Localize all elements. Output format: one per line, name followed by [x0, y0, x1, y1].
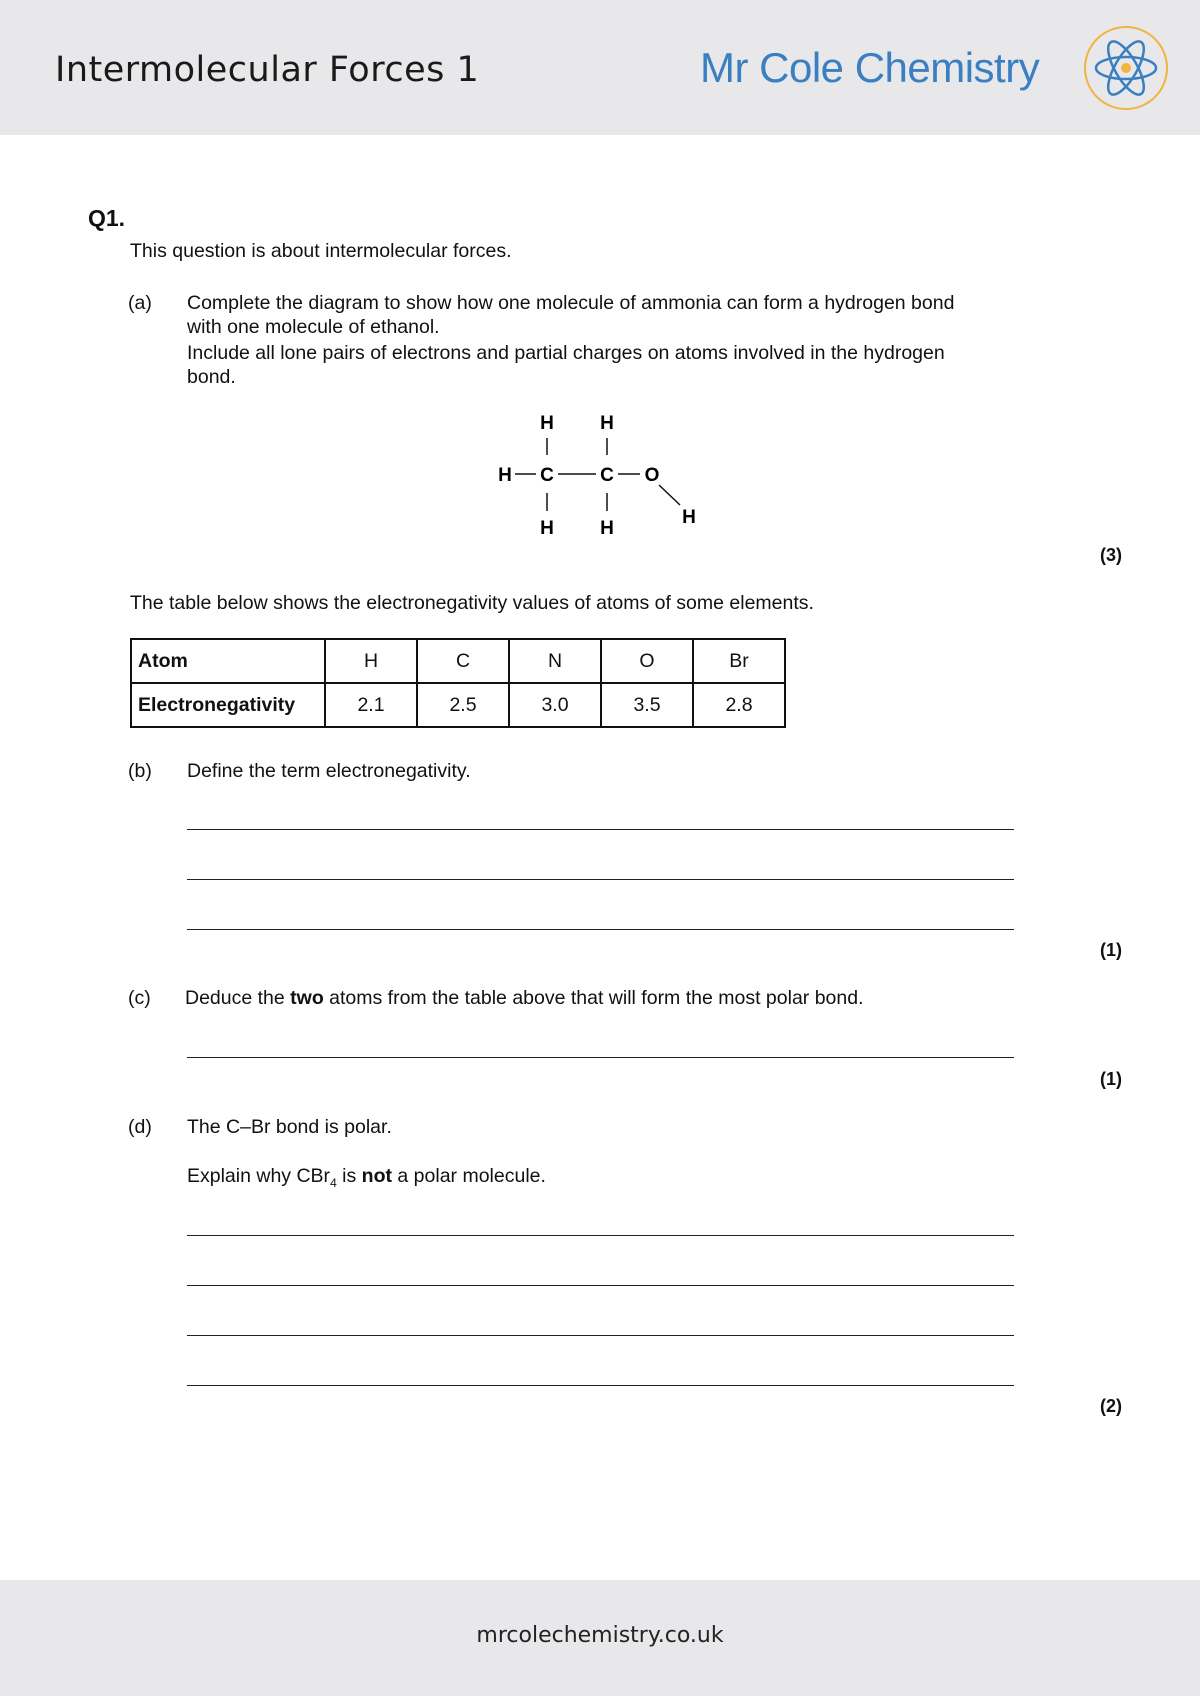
atom-h-top-left: H — [540, 413, 554, 434]
part-a-text-line3: Include all lone pairs of electrons and partial charges on atoms involved in the hydrogen — [187, 342, 945, 364]
atom-icon — [1083, 25, 1169, 111]
part-b-marks: (1) — [1100, 940, 1122, 960]
table-row — [131, 639, 785, 683]
atom-c-first: C — [540, 465, 554, 486]
footer-url: mrcolechemistry.co.uk — [476, 1623, 724, 1648]
part-d-statement: The C–Br bond is polar. — [187, 1116, 392, 1138]
answer-line-d4[interactable] — [187, 1385, 1014, 1386]
document-title: Intermolecular Forces 1 — [55, 50, 480, 90]
part-a-text-line2: with one molecule of ethanol. — [187, 316, 440, 338]
answer-line-d2[interactable] — [187, 1285, 1014, 1286]
atom-h-bottom-left: H — [540, 518, 554, 539]
part-d-text: Explain why CBr$_4$ is not a polar molecule. — [187, 1165, 546, 1190]
table-intro: The table below shows the electronegativity values of atoms of some elements. — [130, 592, 814, 614]
table-header-atom: Atom — [131, 639, 325, 683]
atom-h-bottom-right: H — [600, 518, 614, 539]
question-intro: This question is about intermolecular forces. — [130, 240, 512, 262]
table-cell: H — [325, 639, 417, 683]
table-cell: 2.5 — [417, 683, 509, 727]
ethanol-structure-diagram — [490, 405, 720, 540]
part-b-text: Define the term electronegativity. — [187, 760, 471, 782]
part-a-marks: (3) — [1100, 545, 1122, 565]
part-c-marks: (1) — [1100, 1069, 1122, 1089]
atom-h-left: H — [498, 465, 512, 486]
part-a-text-line1: Complete the diagram to show how one molecule of ammonia can form a hydrogen bond — [187, 292, 955, 314]
table-cell: 2.8 — [693, 683, 785, 727]
table-cell: 2.1 — [325, 683, 417, 727]
answer-line-b3[interactable] — [187, 929, 1014, 930]
table-cell: N — [509, 639, 601, 683]
answer-line-d1[interactable] — [187, 1235, 1014, 1236]
answer-line-b2[interactable] — [187, 879, 1014, 880]
table-header-electronegativity: Electronegativity — [131, 683, 325, 727]
table-cell: 3.5 — [601, 683, 693, 727]
part-c-label: (c) — [128, 987, 151, 1009]
question-number: Q1. — [88, 205, 126, 231]
table-cell: 3.0 — [509, 683, 601, 727]
table-row — [131, 683, 785, 727]
brand-name: Mr Cole Chemistry — [700, 44, 1040, 91]
table-cell: Br — [693, 639, 785, 683]
atom-o: O — [644, 465, 660, 486]
table-cell: C — [417, 639, 509, 683]
electronegativity-table — [130, 638, 786, 728]
answer-line-c1[interactable] — [187, 1057, 1014, 1058]
answer-line-b1[interactable] — [187, 829, 1014, 830]
part-d-label: (d) — [128, 1116, 152, 1138]
part-d-marks: (2) — [1100, 1396, 1122, 1416]
atom-h-top-right: H — [600, 413, 614, 434]
part-a-text-line4: bond. — [187, 366, 236, 388]
part-c-text: Deduce the two atoms from the table above that will form the most polar bond. — [185, 987, 864, 1009]
atom-c-second: C — [600, 465, 614, 486]
table-cell: O — [601, 639, 693, 683]
part-b-label: (b) — [128, 760, 152, 782]
answer-line-d3[interactable] — [187, 1335, 1014, 1336]
part-a-label: (a) — [128, 292, 152, 314]
atom-h-hydroxyl: H — [682, 507, 696, 528]
